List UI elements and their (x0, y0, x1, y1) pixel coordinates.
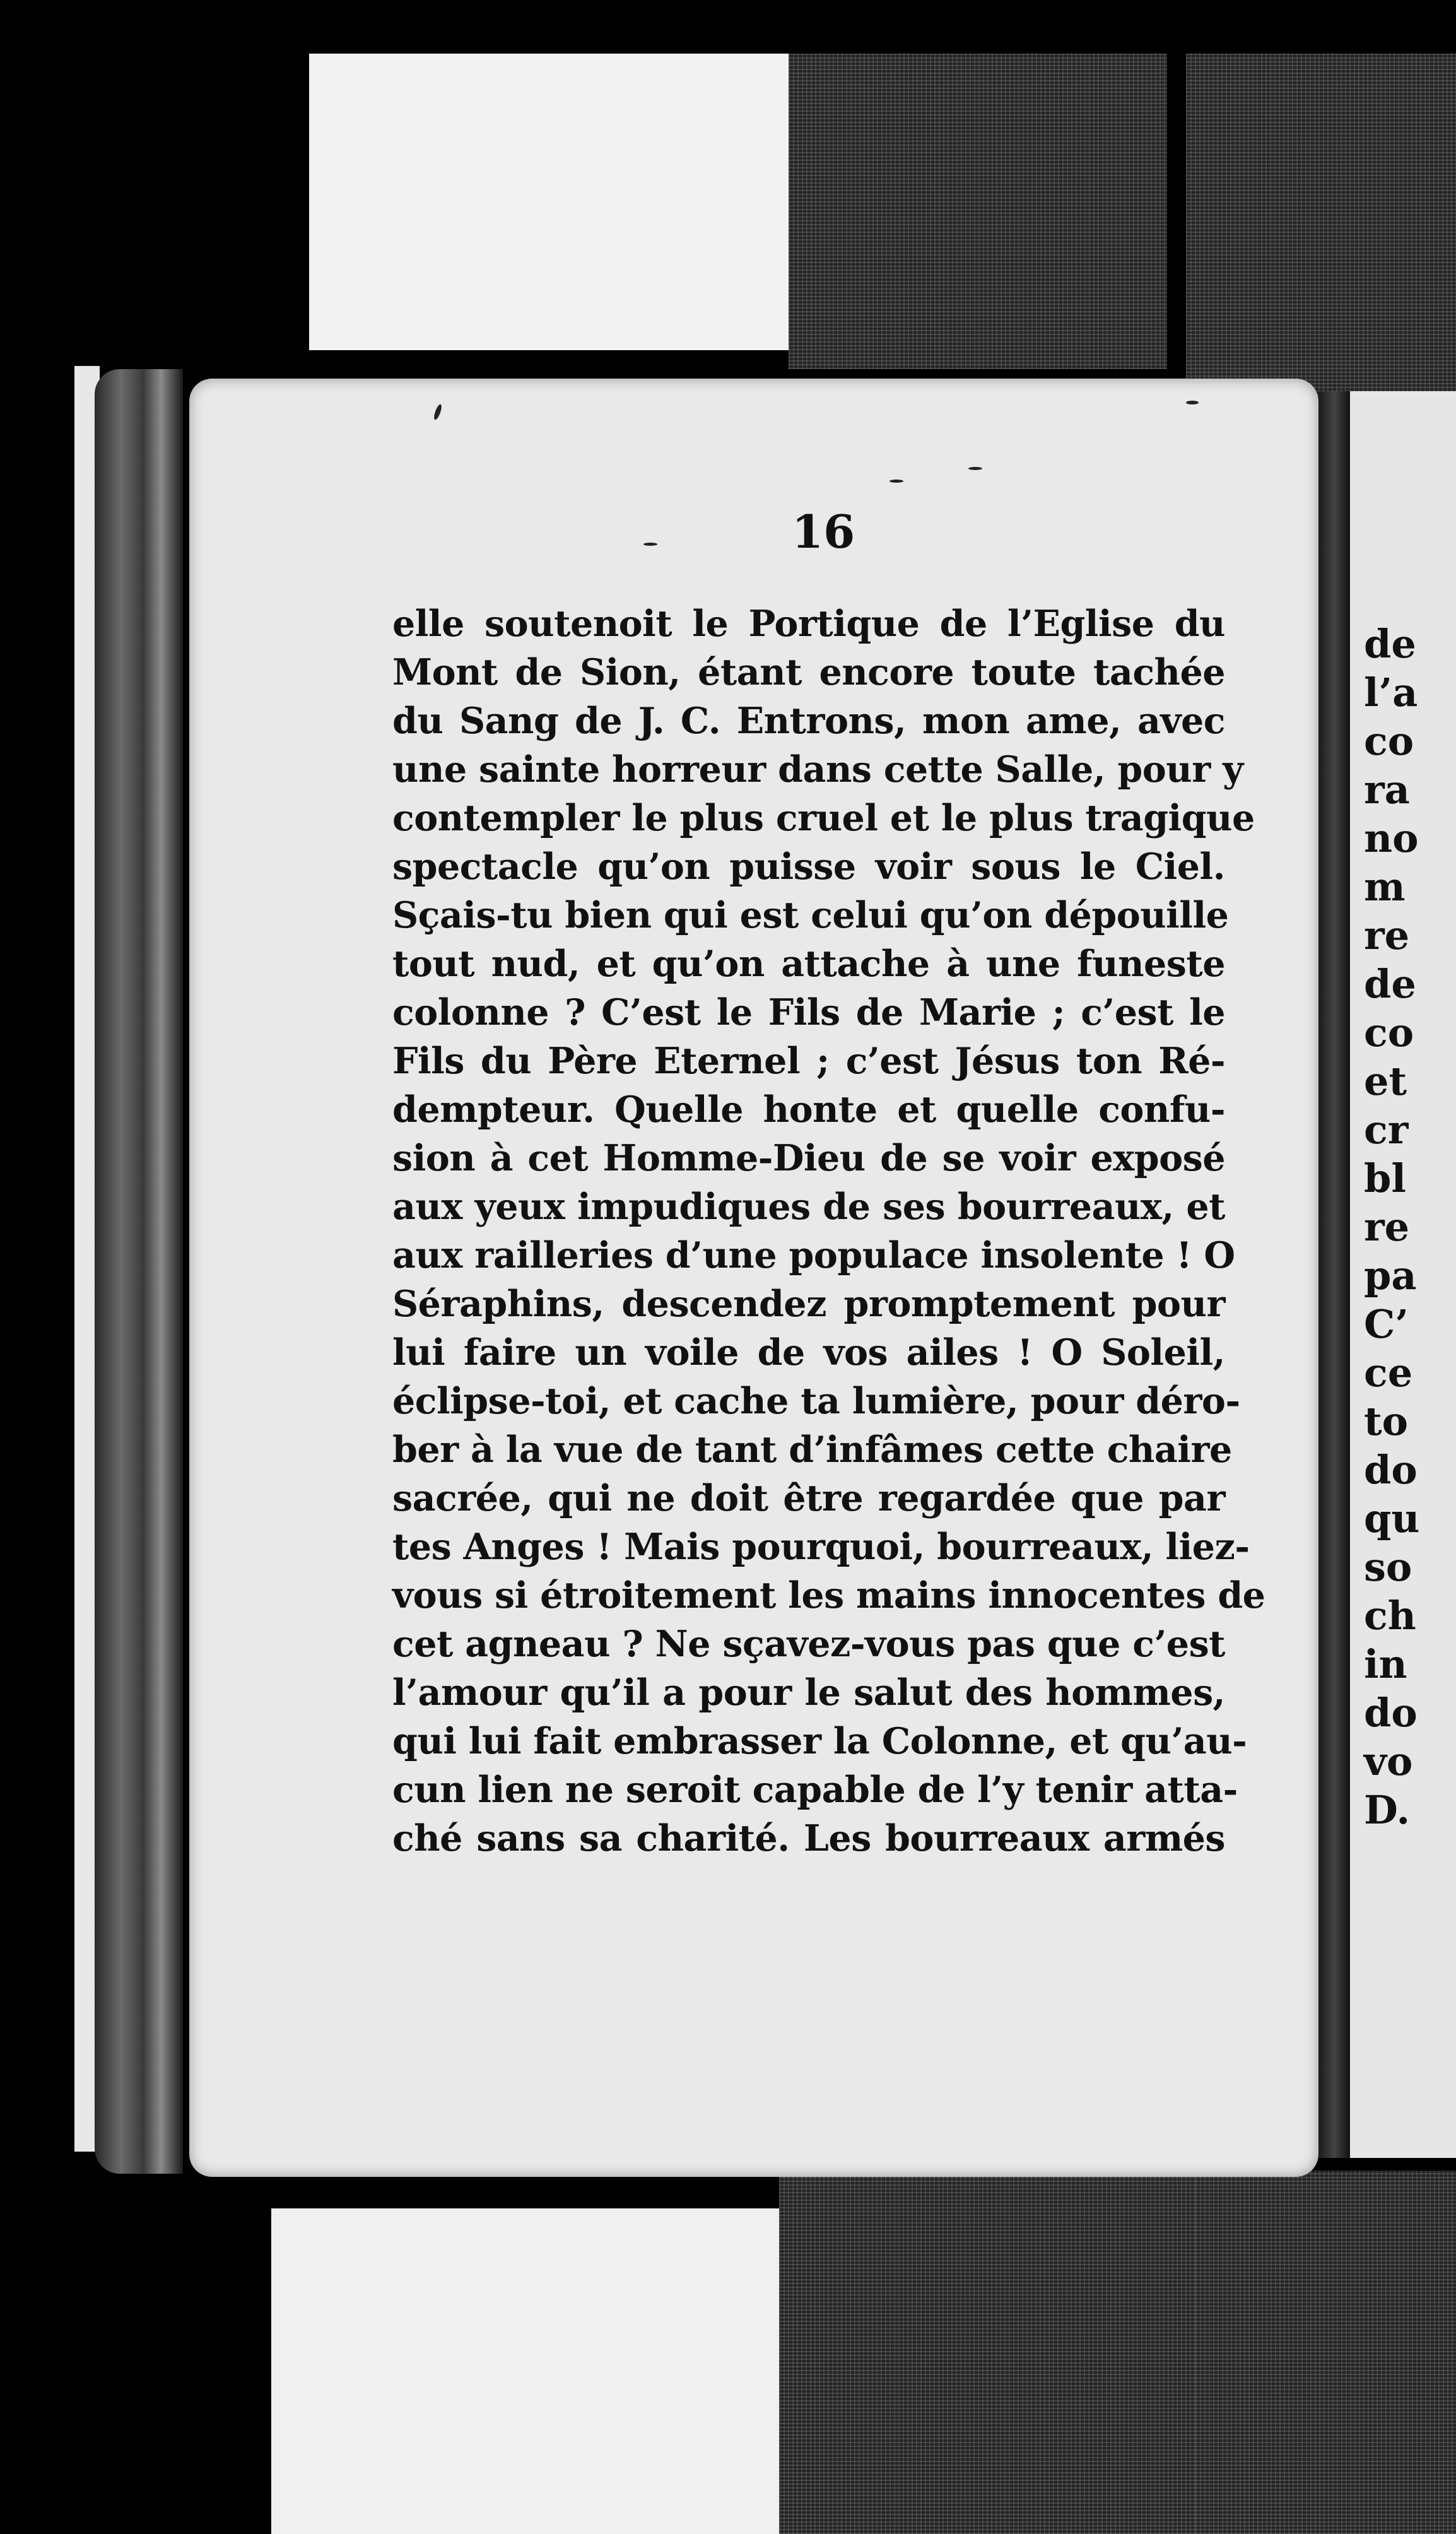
text-line: dempteur. Quelle honte et quelle confu- (392, 1088, 1225, 1131)
text-line: lui faire un voile de vos ailes ! O Soleil, (392, 1331, 1225, 1374)
text-line: une sainte horreur dans cette Salle, pour y (392, 748, 1243, 791)
page-text (392, 599, 1265, 1863)
facing-page-fragment: C’ (1364, 1301, 1409, 1347)
facing-page-fragment: to (1364, 1398, 1408, 1444)
text-line: l’amour qu’il a pour le salut des hommes, (392, 1671, 1225, 1714)
facing-page-fragment: D. (1364, 1787, 1411, 1833)
facing-page-fragment: vo (1364, 1738, 1413, 1784)
text-line: colonne ? C’est le Fils de Marie ; c’est le (392, 991, 1225, 1034)
facing-page-fragment: do (1364, 1690, 1418, 1736)
facing-page-fragment: et (1364, 1058, 1407, 1104)
text-line: contempler le plus cruel et le plus tragique (392, 797, 1255, 839)
facing-page-fragment: m (1364, 864, 1406, 910)
facing-page-fragment: ch (1364, 1593, 1416, 1639)
facing-page-fragment: bl (1364, 1155, 1406, 1201)
text-line: tes Anges ! Mais pourquoi, bourreaux, liez- (392, 1526, 1250, 1568)
text-line: Mont de Sion, étant encore toute tachée (392, 651, 1225, 693)
facing-page-fragment: ra (1364, 767, 1410, 813)
text-line: ber à la vue de tant d’infâmes cette chaire (392, 1429, 1232, 1471)
cloth-backdrop (1195, 2171, 1456, 2534)
text-line: Séraphins, descendez promptement pour (392, 1283, 1225, 1325)
cloth-backdrop (789, 54, 1167, 369)
text-line: cet agneau ? Ne sçavez-vous pas que c’est (392, 1623, 1225, 1665)
ink-speck (968, 467, 982, 470)
text-line: éclipse-toi, et cache ta lumière, pour déro- (392, 1380, 1240, 1422)
facing-page-fragment: co (1364, 1010, 1414, 1056)
scanner-bed-top (309, 54, 789, 350)
text-line: Fils du Père Eternel ; c’est Jésus ton Ré- (392, 1040, 1225, 1082)
ink-speck (643, 543, 657, 546)
facing-page-fragment: qu (1364, 1495, 1420, 1541)
facing-page-fragment: do (1364, 1447, 1418, 1493)
ink-speck (889, 480, 903, 483)
facing-page-fragment: de (1364, 961, 1416, 1007)
text-line: aux railleries d’une populace insolente ! O (392, 1234, 1235, 1276)
text-line: Sçais-tu bien qui est celui qu’on dépouille (392, 894, 1229, 936)
facing-page-fragment: ce (1364, 1350, 1413, 1396)
text-line: elle soutenoit le Portique de l’Eglise du (392, 603, 1225, 645)
facing-page-fragment: pa (1364, 1252, 1417, 1299)
text-line: aux yeux impudiques de ses bourreaux, et (392, 1186, 1225, 1228)
book-spine-edge (95, 369, 183, 2174)
text-line: spectacle qu’on puisse voir sous le Ciel. (392, 846, 1225, 888)
facing-page-fragment: l’a (1364, 669, 1418, 716)
facing-page-fragment: no (1364, 815, 1419, 861)
facing-page (1350, 391, 1456, 2158)
text-line: cun lien ne seroit capable de l’y tenir atta- (392, 1769, 1238, 1811)
facing-page-fragment: re (1364, 1204, 1410, 1250)
text-line: ché sans sa charité. Les bourreaux armés (392, 1817, 1225, 1859)
scanner-bed-bottom (271, 2208, 785, 2534)
book-gutter (1318, 391, 1350, 2158)
facing-page-fragment: co (1364, 718, 1414, 764)
facing-page-fragment: de (1364, 621, 1416, 667)
cloth-backdrop (1186, 54, 1456, 407)
text-line: sacrée, qui ne doit être regardée que par (392, 1477, 1225, 1519)
facing-page-fragment: re (1364, 912, 1410, 958)
ink-speck (1186, 401, 1199, 404)
cloth-backdrop (779, 2171, 1195, 2534)
text-line: qui lui fait embrasser la Colonne, et qu’au- (392, 1720, 1247, 1762)
text-line: sion à cet Homme-Dieu de se voir exposé (392, 1137, 1225, 1179)
facing-page-fragment: in (1364, 1641, 1407, 1687)
text-line: vous si étroitement les mains innocentes de (392, 1574, 1265, 1617)
page-number: 16 (792, 505, 855, 558)
facing-page-fragment: cr (1364, 1107, 1409, 1153)
facing-page-fragment: so (1364, 1544, 1412, 1590)
text-line: du Sang de J. C. Entrons, mon ame, avec (392, 700, 1225, 742)
text-line: tout nud, et qu’on attache à une funeste (392, 943, 1225, 985)
